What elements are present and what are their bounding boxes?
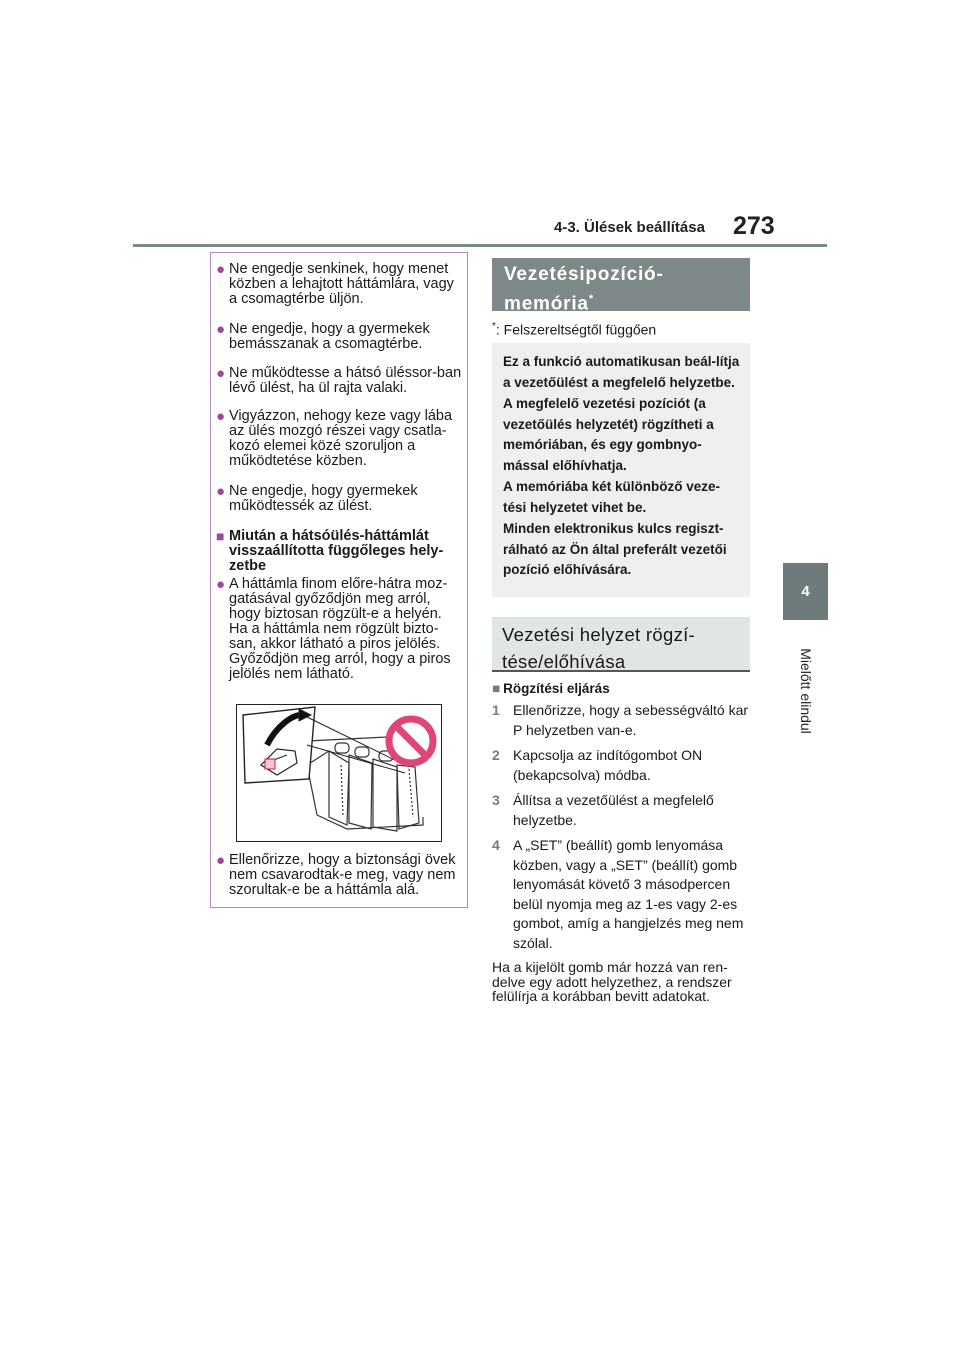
header-rule [133, 244, 827, 247]
procedure-step: 2 Kapcsolja az indítógombot ON (bekapcsolva) módba. [492, 747, 703, 783]
section-title: 4-3. Ülések beállítása [554, 219, 705, 236]
memory-heading: Vezetésipozíció- memória* [492, 258, 750, 311]
bullet-icon: ● [216, 365, 226, 382]
caution-item: ● Vigyázzon, nehogy keze vagy lába az ülés mozgó részei vagy csatla-kozó elemei közé szoruljon a működtetése közben. [216, 408, 453, 469]
bullet-icon: ● [216, 483, 226, 500]
bullet-icon: ● [216, 321, 226, 338]
memory-intro-box: Ez a funkció automatikusan beál-lítja a vezetőülést a megfelelő helyzetbe. A megfelelő vezetési pozíciót (a vezetőülés helyzetét) rögzítheti a memóriában, és egy gombnyo-mással előhívhatja. A memóriába két különböző veze-tési helyzetet vihet be. Minden elektronikus kulcs regiszt-rálható az Ön által preferált vezetői pozíció előhívására. [492, 343, 750, 597]
prohibition-icon [389, 719, 433, 763]
procedure-title: ■ Rögzítési eljárás [492, 681, 610, 696]
chapter-tab: 4 [783, 563, 828, 620]
caution-item: ● Ellenőrizze, hogy a biztonsági övek nem csavarodtak-e meg, vagy nem szorultak-e be a háttámla alá. [216, 852, 456, 898]
chapter-label: Mielőtt elindul [798, 648, 814, 734]
store-heading: Vezetési helyzet rögzí- tése/előhívása [492, 617, 750, 672]
bullet-icon: ● [216, 576, 226, 593]
seat-illustration [236, 704, 442, 842]
bullet-icon: ● [216, 261, 226, 278]
square-bullet-icon: ■ [492, 681, 501, 696]
caution-subheading: ■ Miután a hátsóülés-háttámlát visszaállította függőleges hely-zetbe [216, 528, 444, 574]
bullet-icon: ● [216, 852, 226, 869]
page-number: 273 [733, 212, 775, 240]
caution-item: ● Ne engedje senkinek, hogy menet közben a lehajtott háttámlára, vagy a csomagtérbe üljön. [216, 261, 454, 307]
procedure-step: 1 Ellenőrizze, hogy a sebességváltó kar P helyzetben van-e. [492, 702, 749, 738]
caution-item: ● Ne engedje, hogy a gyermekek bemásszanak a csomagtérbe. [216, 321, 430, 352]
availability-footnote: *: Felszereltségtől függően [492, 321, 657, 338]
square-bullet-icon: ■ [216, 528, 225, 544]
procedure-step: 4 A „SET” (beállít) gomb lenyomása közben, vagy a „SET” (beállít) gomb lenyomását követő 3 másodpercen belül nyomja meg az 1-es vagy 2-es gombot, amíg a hangjelzés meg nem szólal. [492, 837, 744, 951]
caution-item: ● Ne működtesse a hátsó üléssor-ban lévő ülést, ha ül rajta valaki. [216, 365, 462, 396]
caution-item: ● A háttámla finom előre-hátra moz-gatásával győződjön meg arról, hogy biztosan rögzült-e a helyén. Ha a háttámla nem rögzült bizto-san, akkor látható a piros jelölés. Győződjön meg arról, hogy a piros jelölés nem látható. [216, 576, 451, 682]
procedure-step: 3 Állítsa a vezetőülést a megfelelő helyzetbe. [492, 792, 714, 828]
closing-note: Ha a kijelölt gomb már hozzá van ren-delve egy adott helyzethez, a rendszer felülírja a korábban bevitt adatokat. [492, 959, 732, 1004]
caution-item: ● Ne engedje, hogy gyermekek működtessék az ülést. [216, 483, 418, 514]
bullet-icon: ● [216, 408, 226, 425]
